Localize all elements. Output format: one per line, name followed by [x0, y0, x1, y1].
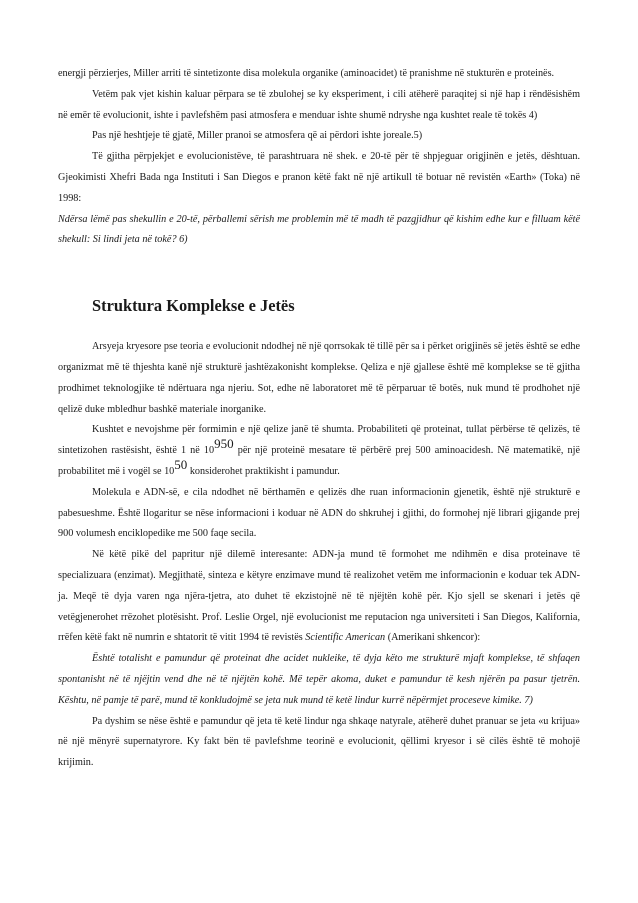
paragraph-experiment-invalid: Vetëm pak vjet kishin kaluar përpara se të zbulohej se ky eksperiment, i cili atëherë paraqitej si një hap i rëndësishëm në emër të evolucionit, ishte i pavlefshëm pasi atmosfera e menduar ishte shumë ndryshe nga kushtet reale të tokës 4)	[58, 88, 580, 121]
probability-text-3: konsiderohet praktikisht i pamundur.	[187, 465, 340, 477]
orgel-text-after: (Amerikani shkencor):	[385, 632, 481, 644]
section-heading: Struktura Komplekse e Jetës	[92, 296, 295, 316]
probability-text-1: Kushtet e nevojshme për formimin e një qelize janë të shumta. Probabiliteti që proteinat, tullat përbërse të qelizës, të sintetizohen rastësisht, është 1 në 10	[58, 424, 580, 457]
paragraph-complex-structure: Arsyeja kryesore pse teoria e evolucionit ndodhej në një qorrsokak të tillë për sa i përket origjinës së jetës është se edhe organizmat më të thjeshta kanë një strukturë jashtëzakonisht komplekse. Qeliza e një gjallese është më komplekse se të gjitha prodhimet teknologjike të ndërtuara nga njeriu. Sot, edhe në laboratoret më të përparuar të botës, nuk mund të prodhohet një qelizë duke mbledhur bashkë materiale inorganike.	[58, 341, 580, 415]
paragraph-dna: Molekula e ADN-së, e cila ndodhet në bërthamën e qelizës dhe ruan informacionin gjenetik, është një strukturë e pabesueshme. Është llogaritur se nëse informacioni i koduar në ADN do shkruhej i gjithi, do formohej një librari gjigande prej 900 volumesh enciklopedike me 500 faqe secila.	[58, 486, 580, 540]
paragraph-conclusion: Pa dyshim se nëse është e pamundur që jeta të ketë lindur nga shkaqe natyrale, atëherë duhet pranuar se jeta «u krijua» në një mënyrë supernatyrore. Ky fakt bën të pavlefshme teorinë e evolucionit, qëllimi kryesor i së cilës është të mohojë krijimin.	[58, 715, 580, 769]
quote-bada: Ndërsa lëmë pas shekullin e 20-të, përballemi sërish me problemin më të madh të pazgjidhur që kishim edhe kur e filluam këtë shekull: Si lindi jeta në tokë? 6)	[58, 213, 580, 246]
orgel-text-before: Në këtë pikë del papritur një dilemë interesante: ADN-ja mund të formohet me ndihmën e disa proteinave të specializuara (enzimat). Megjithatë, sinteza e këtyre enzimave mund të realizohet vetëm me informacionin e koduar tek ADN-ja. Meqë të dyja varen nga njëra-tjetra, ato duhet të ekzistojnë në të njëjtën kohë për. Kjo sjell se skenari i jetës që vetëgjenerohet rrëzohet plotësisht. Prof. Leslie Orgel, një evolucionist me reputacion nga universiteti i San Diegos, Kalifornia, rrëfen këtë fakt në numrin e shtatorit të vitit 1994 të revistës	[58, 549, 580, 644]
probability-text-2: për një proteinë mesatare të përbërë prej 500 aminoacidesh. Në matematikë, një probabilitet më i vogël se 10	[58, 445, 580, 477]
paragraph-miller-admits: Pas një heshtjeje të gjatë, Miller pranoi se atmosfera që ai përdori ishte joreale.5)	[92, 130, 423, 142]
paragraph-orgel	[58, 545, 580, 649]
paragraph-bada-earth: Të gjitha përpjekjet e evolucionistëve, të parashtruara në shek. e 20-të për të shpjeguar origjinën e jetës, dështuan. Gjeokimisti Xhefri Bada nga Instituti i San Diegos e pranon këtë fakt në një artikull të botuar në revistën «Earth» (Toka) në 1998:	[58, 151, 580, 204]
paragraph-probability	[58, 420, 580, 482]
quote-orgel: Është totalisht e pamundur që proteinat dhe acidet nukleike, të dyja këto me strukturë mjaft komplekse, të shfaqen spontanisht në të njëjtin vend dhe në të njëjtën kohë. Më tepër akoma, duket e pamundur të kesh njërën pa pasur tjetrën. Kështu, në pamje të parë, mund të konkludojmë se jeta nuk mund të ketë lindur kurrë nëpërmjet proceseve kimike. 7)	[58, 653, 580, 706]
magazine-name: Scientific American	[305, 632, 386, 644]
probability-exponent-1: 950	[214, 436, 234, 452]
paragraph-miller-result: energji përzierjes, Miller arriti të sintetizonte disa molekula organike (aminoacidet) të pranishme në stukturën e proteinës.	[58, 68, 555, 79]
probability-exponent-2: 50	[174, 456, 188, 472]
